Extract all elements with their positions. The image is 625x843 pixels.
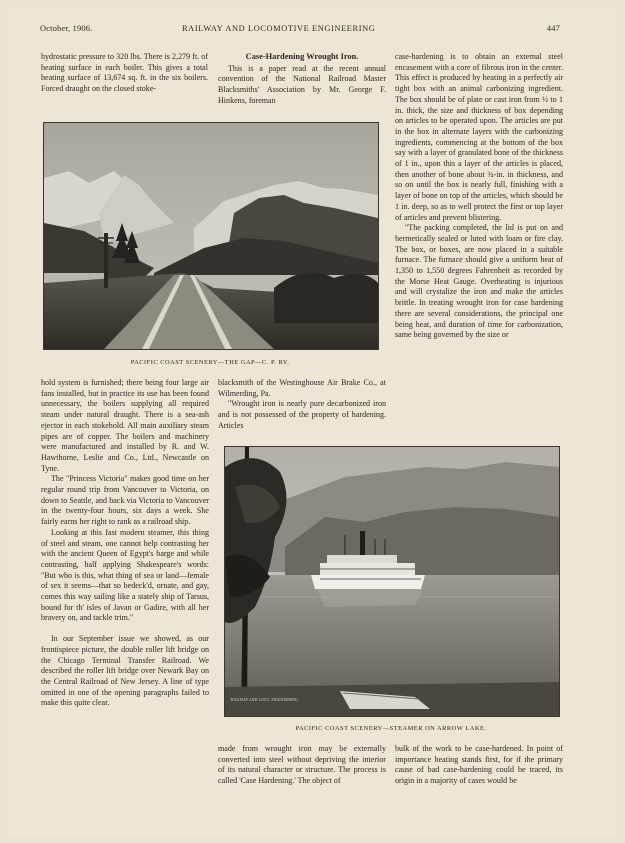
paragraph: This is a paper read at the recent annual convention of the National Railroad Master Blacksmiths' Association by Mr. George F. Hinkens, foreman bbox=[218, 63, 386, 105]
paragraph: Looking at this fast modern steamer, this thing of steel and steam, one cannot help contrasting her with the ancient Queen of Egypt's barge and while contrasting, half applying Shakespeare's words: "But who is this, what thing of sea or land—female of sex it seems—that so bedeck'd, ornate, and gay, comes this way sailing like a stately ship of Tarsus, bound for th' isles of Javan or Gadire, with all her bravery on, and tackle trim." bbox=[41, 527, 209, 623]
paragraph: The "Princess Victoria" makes good time on her regular round trip from Vancouver to Victoria, on down to Seattle, and back via Victoria to Vancouver in the twenty-four hours, six days a week. She fairly earns her right to rank as a railroad ship. bbox=[41, 474, 209, 527]
paragraph: hold system is furnished; there being four large air fans installed, but in practice its use has been found unnecessary, the boilers supplying all required steam under natural draught. There is a sea-ash ejector in each stokehold. All main auxiliary steam pipes are of copper. The boilers and machinery were manufactured and installed by R. and W. Hawthorne, Leslie and Co., Ltd., Newcastle on Tyne. bbox=[41, 378, 209, 473]
photo-the-gap bbox=[43, 122, 379, 350]
paragraph: In our September issue we showed, as our frontispiece picture, the double roller lift bridge on the Chicago Terminal Transfer Railroad. We described the roller lift bridge over Newark Bay on the Central Railroad of New Jersey. A line of type omitted in one of the opening paragraphs failed to make this quite clear. bbox=[41, 634, 209, 708]
lake-steamer-image bbox=[225, 447, 559, 716]
photo-caption: PACIFIC COAST SCENERY—THE GAP—C. P. RY. bbox=[130, 359, 290, 366]
paragraph: "The packing completed, the lid is put on and hermetically sealed or luted with loam or fire clay. The box, or boxes, are now placed in a suitable furnace. The furnace should give a uniform heat of 1,350 to 1,550 degrees Fahrenheit as recorded by the Morse Heat Gauge. Overheating is injurious and will crystalize the iron and make the articles brittle. In treating wrought iron for case hardening there are several considerations, the principal one being heat, and duration of time for carbonization, same being governed by the size or bbox=[395, 223, 563, 340]
col3-bottom-text bbox=[395, 744, 563, 787]
col3-text bbox=[395, 52, 563, 341]
paragraph: blacksmith of the Westinghouse Air Brake Co., at Wilmerding, Pa. bbox=[218, 378, 386, 398]
paragraph: bulk of the work to be case-hardened. In point of importance heating stands first, for if the primary cause of bad case-hardening could be traced, its origin in a majority of cases would be bbox=[395, 744, 563, 786]
issue-date: October, 1906. bbox=[40, 24, 93, 33]
col1-mid-text bbox=[41, 378, 209, 709]
paragraph: case-hardening is to obtain an external steel encasement with a core of fibrous iron in the center. This effect is produced by heating in a perfectly air tight box with an animal carbonizing ingredient. The box should be of plate or cast iron from ½ to 1 in. thick, the size and thickness of box depending on articles to be operated upon. The articles are put in the box in alternate layers with the carbonizing ingredients, commencing at the bottom of the box say with a layer of granulated bone of the thickness of 1 in., upon this a layer of the articles is placed, then another of bone about ¾-in. in thickness, and so on until the box is nearly full, finishing with a layer of bone on top of the articles, which should be 1 in. deep, so as to well protect the first or top layer of articles and prevent blistering. bbox=[395, 52, 563, 222]
page-number: 447 bbox=[546, 24, 560, 33]
photo-steamer bbox=[224, 446, 560, 717]
paragraph: made from wrought iron may be externally converted into steel without depriving the interior of its natural character or structure. The process is called 'Case Hardening.' The object of bbox=[218, 744, 386, 786]
photo-caption: PACIFIC COAST SCENERY—STEAMER ON ARROW LAKE. bbox=[295, 725, 487, 732]
article-heading: Case-Hardening Wrought Iron. bbox=[245, 52, 359, 61]
mountain-railway-image bbox=[44, 123, 378, 349]
col2-bottom-text bbox=[218, 744, 386, 787]
photo-credit: RAILWAY AND LOCO. ENGINEERING bbox=[231, 698, 298, 702]
journal-title: RAILWAY AND LOCOMOTIVE ENGINEERING bbox=[182, 24, 376, 33]
col2-mid-text bbox=[218, 378, 386, 432]
running-header bbox=[40, 24, 560, 38]
col2-top-text bbox=[218, 52, 386, 107]
paragraph: hydrostatic pressure to 320 lbs. There is 2,279 ft. of heating surface in each boiler. This gives a total heating surface of 13,674 sq. ft. in the six boilers. Forced draught on the closed stoke- bbox=[41, 52, 208, 94]
paragraph: "Wrought iron is nearly pure decarbonized iron and is not possessed of the property of hardening. Articles bbox=[218, 399, 386, 430]
col1-top-text bbox=[41, 52, 208, 95]
